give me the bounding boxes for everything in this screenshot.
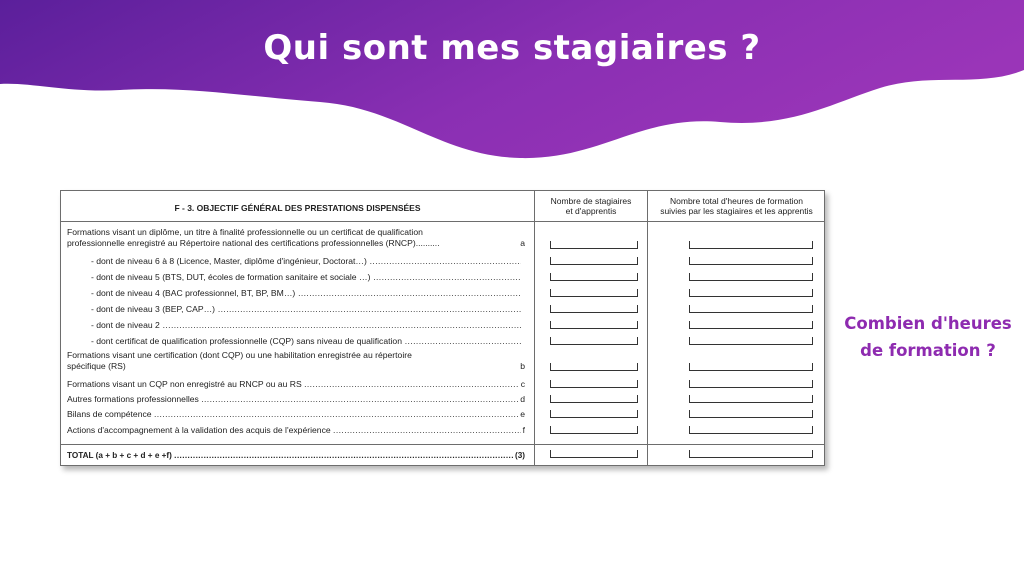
total-ref: (3) [514, 451, 525, 460]
answer-field[interactable] [550, 426, 638, 434]
row-label: spécifique (RS) [67, 361, 126, 371]
row-label: Formations visant un CQP non enregistré au RNCP ou au RS [67, 379, 302, 389]
answer-field[interactable] [689, 321, 813, 329]
row-label: - dont de niveau 4 (BAC professionnel, BT, BP, BM…) [91, 288, 296, 298]
side-note [832, 310, 1024, 364]
col-header-hours [648, 196, 825, 216]
answer-field[interactable] [689, 273, 813, 281]
side-note-line: de formation ? [860, 341, 996, 360]
answer-field[interactable] [550, 321, 638, 329]
answer-field[interactable] [550, 410, 638, 418]
row-label: Bilans de compétence [67, 409, 152, 419]
column-divider [534, 191, 535, 465]
form-row-f [67, 425, 525, 436]
row-letter: b [520, 361, 525, 371]
form-row-level-4 [91, 288, 521, 299]
answer-field[interactable] [689, 305, 813, 313]
total-label: TOTAL (a + b + c + d + e +f) [67, 451, 172, 460]
training-form-table [60, 190, 825, 466]
row-letter: e [520, 409, 525, 419]
section-title: F - 3. OBJECTIF GÉNÉRAL DES PRESTATIONS DISPENSÉES [174, 203, 421, 213]
answer-field[interactable] [689, 450, 813, 458]
row-label: Formations visant une certification (dont CQP) ou une habilitation enregistrée au répertoire [67, 350, 412, 360]
form-row-cqp [91, 336, 521, 347]
row-letter: d [520, 394, 525, 404]
answer-field[interactable] [550, 257, 638, 265]
row-letter: f [522, 425, 525, 435]
answer-field[interactable] [550, 395, 638, 403]
row-label: Actions d'accompagnement à la validation des acquis de l'expérience [67, 425, 331, 435]
col-header-trainees [535, 196, 647, 216]
total-divider [61, 444, 824, 445]
answer-field[interactable] [689, 410, 813, 418]
answer-field[interactable] [550, 241, 638, 249]
col-header-line: et d'apprentis [565, 206, 617, 216]
form-row-b [67, 350, 525, 372]
side-note-line: Combien d'heures [844, 314, 1012, 333]
header-divider [61, 221, 824, 222]
answer-field[interactable] [689, 289, 813, 297]
answer-field[interactable] [550, 450, 638, 458]
answer-field[interactable] [689, 337, 813, 345]
form-row-a [67, 227, 525, 249]
row-label: - dont de niveau 3 (BEP, CAP…) [91, 304, 216, 314]
answer-field[interactable] [550, 363, 638, 371]
answer-field[interactable] [689, 395, 813, 403]
row-label: - dont de niveau 5 (BTS, DUT, écoles de formation sanitaire et sociale …) [91, 272, 371, 282]
row-label: Autres formations professionnelles [67, 394, 199, 404]
col-header-line: Nombre total d'heures de formation [670, 196, 803, 206]
row-label: - dont de niveau 6 à 8 (Licence, Master, diplôme d'ingénieur, Doctorat…) [91, 256, 367, 266]
form-row-total [67, 450, 525, 461]
answer-field[interactable] [689, 241, 813, 249]
page-title: Qui sont mes stagiaires ? [263, 28, 761, 68]
answer-field[interactable] [550, 289, 638, 297]
form-row-level-5 [91, 272, 521, 283]
answer-field[interactable] [689, 380, 813, 388]
answer-field[interactable] [550, 305, 638, 313]
row-label-cont [67, 361, 525, 372]
row-label: Formations visant un diplôme, un titre à finalité professionnelle ou un certificat de qualification [67, 227, 423, 237]
col-header-line: suivies par les stagiaires et les apprentis [660, 206, 813, 216]
answer-field[interactable] [689, 426, 813, 434]
answer-field[interactable] [689, 257, 813, 265]
answer-field[interactable] [550, 380, 638, 388]
row-label: - dont de niveau 2 [91, 320, 160, 330]
row-letter: c [520, 379, 525, 389]
row-letter: a [520, 238, 525, 248]
column-divider [647, 191, 648, 465]
form-row-e [67, 409, 525, 420]
form-row-c [67, 379, 525, 390]
answer-field[interactable] [689, 363, 813, 371]
form-row-level-3 [91, 304, 521, 315]
row-label: professionnelle enregistré au Répertoire national des certifications professionnelles (RNCP).......... [67, 238, 440, 248]
form-row-d [67, 394, 525, 405]
row-label: - dont certificat de qualification professionnelle (CQP) sans niveau de qualification [91, 336, 402, 346]
form-row-level-2 [91, 320, 521, 331]
header-banner [0, 0, 1024, 170]
col-header-line: Nombre de stagiaires [550, 196, 632, 206]
form-row-level-6-8 [91, 256, 521, 267]
answer-field[interactable] [550, 337, 638, 345]
answer-field[interactable] [550, 273, 638, 281]
